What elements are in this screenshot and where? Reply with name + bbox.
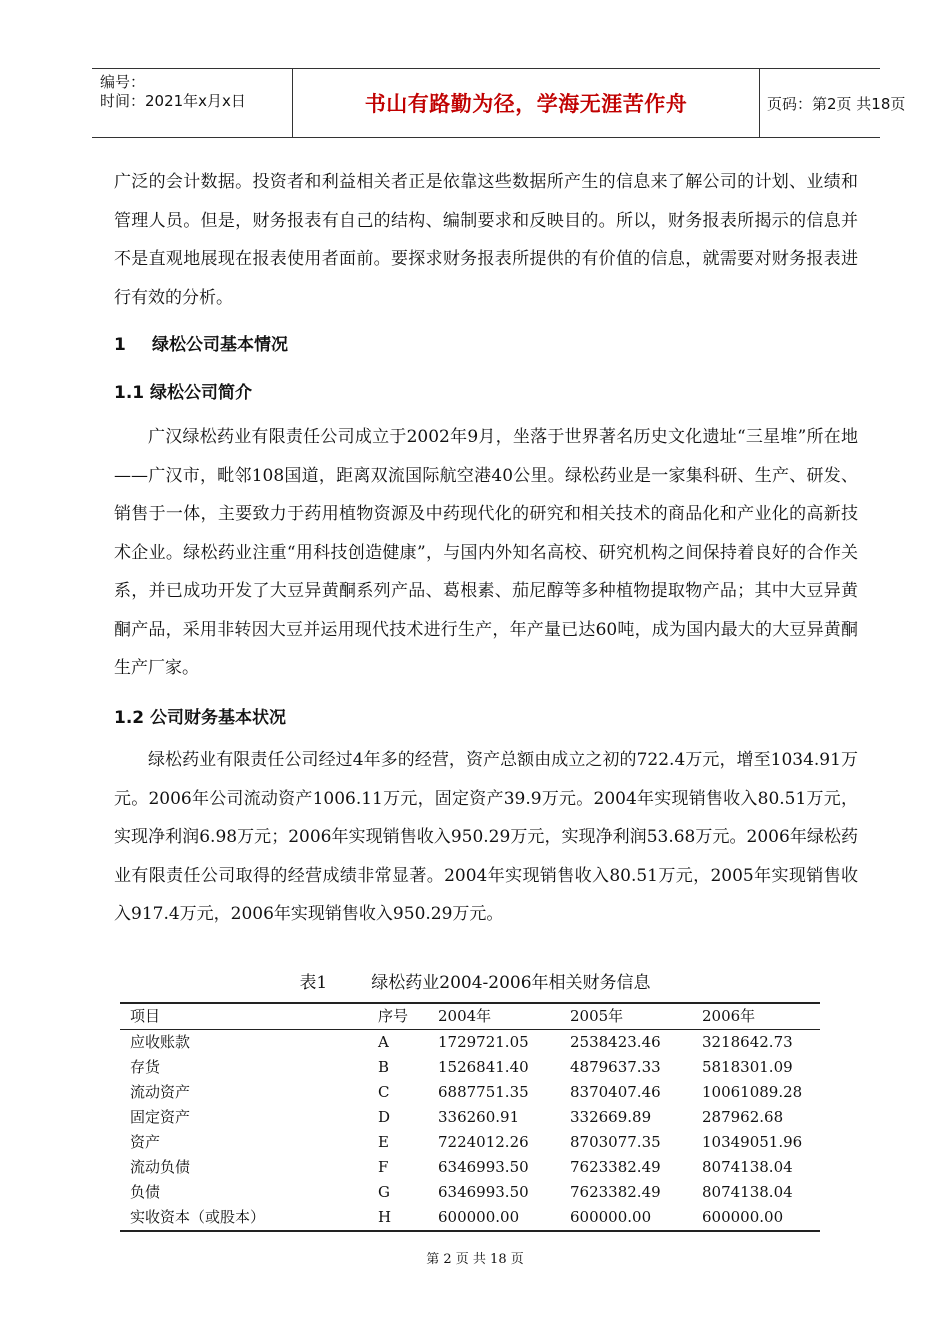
table-cell: 实收资本（或股本）	[130, 1208, 266, 1226]
document-time-label: 时间：2021年x月x日	[100, 92, 246, 110]
table-cell: 332669.89	[570, 1108, 652, 1126]
column-header: 项目	[130, 1007, 161, 1025]
financial-info-table	[120, 1002, 820, 1232]
table-row	[120, 1030, 820, 1056]
table-cell: 8074138.04	[702, 1183, 793, 1201]
table-cell: 1526841.40	[438, 1058, 529, 1076]
table-cell: 固定资产	[130, 1108, 191, 1126]
table-row	[120, 1105, 820, 1130]
table-cell: G	[378, 1183, 390, 1201]
section-heading-1-2: 1.2 公司财务基本状况	[114, 708, 287, 728]
table-caption-title: 绿松药业2004-2006年相关财务信息	[371, 973, 651, 993]
company-intro-paragraph: 广汉绿松药业有限责任公司成立于2002年9月，坐落于世界著名历史文化遗址“三星堆”所在地——广汉市，毗邻108国道，距离双流国际航空港40公里。绿松药业是一家集科研、生产、研发、销售于一体，主要致力于药用植物资源及中药现代化的研究和相关技术的商品化和产业化的高新技术企业。绿松药业注重“用科技创造健康”，与国内外知名高校、研究机构之间保持着良好的合作关系，并已成功开发了大豆异黄酮系列产品、葛根素、茄尼醇等多种植物提取物产品；其中大豆异黄酮产品，采用非转因大豆并运用现代技术进行生产，年产量已达60吨，成为国内最大的大豆异黄酮生产厂家。	[114, 427, 858, 678]
table-cell: 1729721.05	[438, 1033, 529, 1051]
table-cell: 3218642.73	[702, 1033, 793, 1051]
table-cell: 流动资产	[130, 1083, 191, 1101]
financial-status-paragraph: 绿松药业有限责任公司经过4年多的经营，资产总额由成立之初的722.4万元，增至1034.91万元。2006年公司流动资产1006.11万元，固定资产39.9万元。2004年实现销售收入80.51万元，实现净利润6.98万元；2006年实现销售收入950.29万元，实现净利润53.68万元。2006年绿松药业有限责任公司取得的经营成绩非常显著。2004年实现销售收入80.51万元，2005年实现销售收入917.4万元，2006年实现销售收入950.29万元。	[114, 750, 858, 924]
table-cell: H	[378, 1208, 392, 1226]
table-row	[120, 1055, 820, 1080]
table-cell: 7623382.49	[570, 1183, 661, 1201]
table-cell: 10349051.96	[702, 1133, 803, 1151]
table-cell: 2538423.46	[570, 1033, 661, 1051]
section-heading-1-number: 1	[114, 335, 126, 355]
table-cell: 存货	[130, 1058, 161, 1076]
table-cell: F	[378, 1158, 389, 1176]
table-cell: 600000.00	[570, 1208, 652, 1226]
table-cell: 6887751.35	[438, 1083, 529, 1101]
table-cell: 600000.00	[438, 1208, 520, 1226]
table-cell: 负债	[130, 1183, 161, 1201]
table-cell: E	[378, 1133, 389, 1151]
table-row	[120, 1080, 820, 1105]
table-cell: 7623382.49	[570, 1158, 661, 1176]
table-cell: 7224012.26	[438, 1133, 529, 1151]
table-cell: 资产	[130, 1133, 161, 1151]
table-row	[120, 1130, 820, 1155]
page-footer: 第 2 页 共 18 页	[426, 1252, 524, 1267]
table-cell: 600000.00	[702, 1208, 784, 1226]
table-cell: 287962.68	[702, 1108, 784, 1126]
table-cell: 6346993.50	[438, 1158, 529, 1176]
table-cell: B	[378, 1058, 390, 1076]
header-motto-cell	[292, 69, 760, 137]
column-header: 序号	[378, 1007, 409, 1025]
table-header-row	[120, 1003, 820, 1030]
table-cell: 6346993.50	[438, 1183, 529, 1201]
table-cell: 8703077.35	[570, 1133, 661, 1151]
table-cell: A	[378, 1033, 389, 1051]
section-heading-1-text: 绿松公司基本情况	[152, 335, 288, 355]
table-row	[120, 1155, 820, 1180]
column-header: 2004年	[438, 1007, 492, 1025]
table-row	[120, 1205, 820, 1231]
page-header	[92, 68, 906, 138]
table-cell: 8074138.04	[702, 1158, 793, 1176]
table-cell: 流动负债	[130, 1158, 191, 1176]
header-motto: 书山有路勤为径，学海无涯苦作舟	[364, 92, 688, 116]
header-page-number: 页码：第2页 共18页	[767, 94, 906, 113]
table-cell: 5818301.09	[702, 1058, 793, 1076]
header-page-cell	[759, 69, 906, 137]
table-cell: 应收账款	[130, 1033, 191, 1051]
table-cell: 336260.91	[438, 1108, 520, 1126]
section-heading-1	[114, 330, 288, 355]
column-header: 2006年	[702, 1007, 756, 1025]
column-header: 2005年	[570, 1007, 624, 1025]
table-caption	[0, 968, 950, 993]
table-cell: 10061089.28	[702, 1083, 803, 1101]
document-number-label: 编号：	[100, 73, 146, 91]
table-caption-label: 表1	[299, 973, 328, 993]
table-cell: D	[378, 1108, 391, 1126]
table-cell: C	[378, 1083, 390, 1101]
table-cell: 8370407.46	[570, 1083, 661, 1101]
section-heading-1-1: 1.1 绿松公司简介	[114, 383, 253, 403]
intro-paragraph: 广泛的会计数据。投资者和利益相关者正是依靠这些数据所产生的信息来了解公司的计划、业绩和管理人员。但是，财务报表有自己的结构、编制要求和反映目的。所以，财务报表所揭示的信息并不是直观地展现在报表使用者面前。要探求财务报表所提供的有价值的信息，就需要对财务报表进行有效的分析。	[114, 172, 858, 308]
table-cell: 4879637.33	[570, 1058, 661, 1076]
header-meta	[92, 69, 292, 137]
table-row	[120, 1180, 820, 1205]
